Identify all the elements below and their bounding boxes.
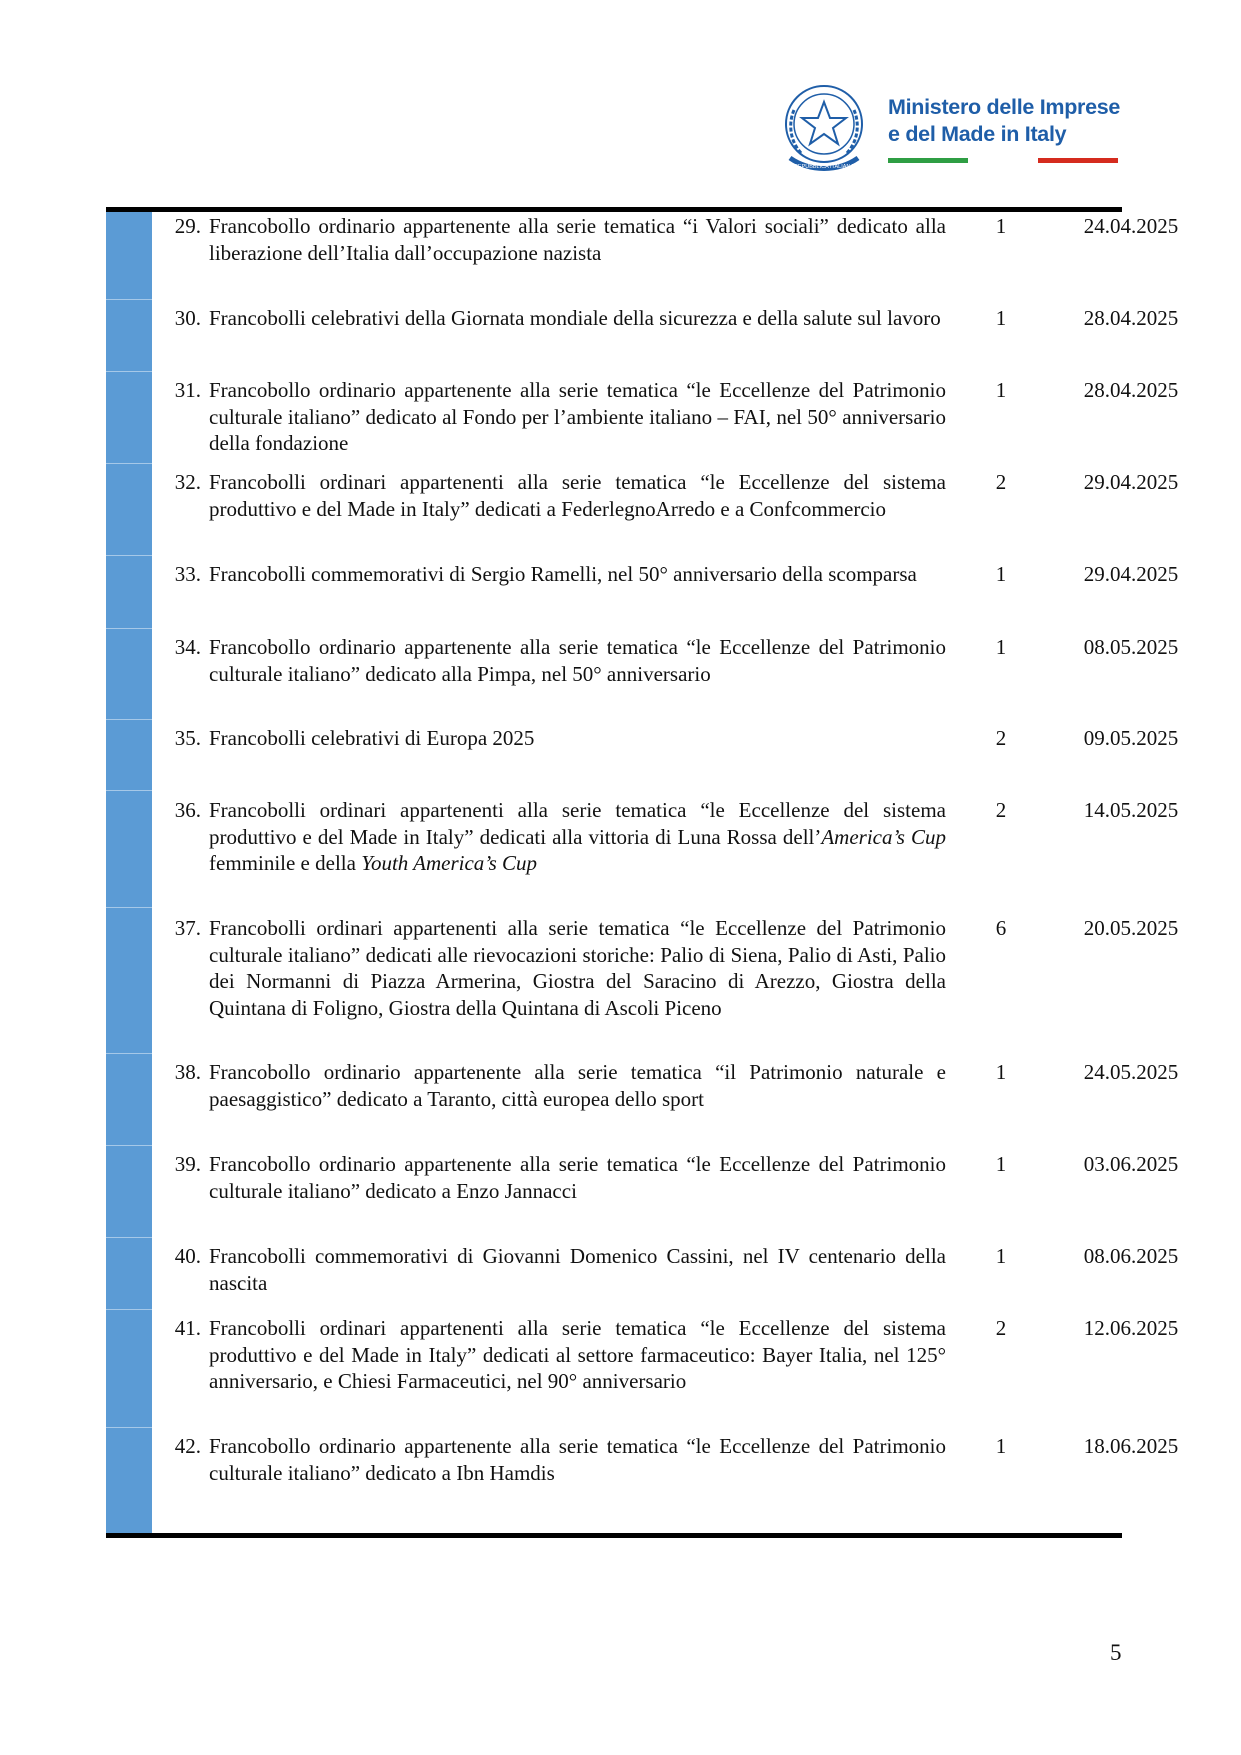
- row-description: Francobolli commemorativi di Giovanni Domenico Cassini, nel IV centenario della nascita: [209, 1244, 946, 1295]
- row-quantity: 2: [995, 798, 1007, 822]
- row-quantity: 1: [995, 214, 1007, 238]
- ministry-header: [780, 80, 1130, 170]
- flag-green-line: [888, 158, 968, 163]
- row-number: 29.: [174, 214, 201, 238]
- row-number: 39.: [174, 1152, 201, 1176]
- ministry-name: [888, 94, 1138, 148]
- row-quantity: 2: [995, 726, 1007, 750]
- row-date: 29.04.2025: [1083, 470, 1179, 494]
- row-description: Francobollo ordinario appartenente alla serie tematica “le Eccellenze del Patrimonio culturale italiano” dedicato al Fondo per l’ambiente italiano – FAI, nel 50° anniversario della fondazione: [209, 378, 946, 455]
- row-quantity: 1: [995, 378, 1007, 402]
- row-description: Francobollo ordinario appartenente alla serie tematica “i Valori sociali” dedicato alla liberazione dell’Italia dall’occupazione nazista: [209, 214, 946, 265]
- row-number: 30.: [174, 306, 201, 330]
- table-top-rule: [106, 207, 1122, 212]
- row-description: Francobollo ordinario appartenente alla serie tematica “il Patrimonio naturale e paesaggistico” dedicato a Taranto, città europea dello sport: [209, 1060, 946, 1111]
- row-number: 34.: [174, 635, 201, 659]
- row-date: 09.05.2025: [1083, 726, 1179, 750]
- row-description-italic: Youth America’s Cup: [361, 851, 538, 875]
- row-date: 28.04.2025: [1083, 378, 1179, 402]
- row-date: 24.05.2025: [1083, 1060, 1179, 1084]
- row-number: 38.: [174, 1060, 201, 1084]
- row-description: Francobolli ordinari appartenenti alla serie tematica “le Eccellenze del sistema produttivo e del Made in Italy” dedicati a FederlegnoArredo e a Confcommercio: [209, 470, 946, 521]
- row-date: 29.04.2025: [1083, 562, 1179, 586]
- row-description: Francobolli ordinari appartenenti alla serie tematica “le Eccellenze del sistema produttivo e del Made in Italy” dedicati al settore farmaceutico: Bayer Italia, nel 125° anniversario, e Chiesi Farmaceutici, nel 90° anniversario: [209, 1316, 946, 1393]
- row-description: Francobollo ordinario appartenente alla serie tematica “le Eccellenze del Patrimonio culturale italiano” dedicato a Enzo Jannacci: [209, 1152, 946, 1203]
- ministry-name-line2: e del Made in Italy: [888, 122, 1067, 146]
- row-quantity: 2: [995, 470, 1007, 494]
- row-number: 31.: [174, 378, 201, 402]
- row-date: 12.06.2025: [1083, 1316, 1179, 1340]
- row-number: 37.: [174, 916, 201, 940]
- row-quantity: 1: [995, 1152, 1007, 1176]
- row-description-text: Francobolli ordinari appartenenti alla serie tematica “le Eccellenze del sistema produttivo e del Made in Italy” dedicati alla vittoria di Luna Rossa dell’: [209, 798, 946, 849]
- row-date: 14.05.2025: [1083, 798, 1179, 822]
- row-description-text: femminile e della: [209, 851, 362, 875]
- italian-republic-emblem-icon: [780, 80, 868, 176]
- row-description: Francobollo ordinario appartenente alla serie tematica “le Eccellenze del Patrimonio culturale italiano” dedicato a Ibn Hamdis: [209, 1434, 946, 1485]
- row-description: Francobolli celebrativi della Giornata mondiale della sicurezza e della salute sul lavoro: [209, 306, 941, 330]
- row-quantity: 1: [995, 306, 1007, 330]
- row-quantity: 6: [995, 916, 1007, 940]
- row-number: 40.: [174, 1244, 201, 1268]
- row-description: Francobolli ordinari appartenenti alla serie tematica “le Eccellenze del Patrimonio culturale italiano” dedicati alle rievocazioni storiche: Palio di Siena, Palio di Asti, Palio dei Normanni di Piazza Armerina, Giostra del Saracino di Arezzo, Giostra della Quintana di Foligno, Giostra della Quintana di Ascoli Piceno: [209, 916, 946, 1020]
- row-date: 24.04.2025: [1083, 214, 1179, 238]
- row-date: 28.04.2025: [1083, 306, 1179, 330]
- row-description: Francobolli celebrativi di Europa 2025: [209, 726, 535, 750]
- row-quantity: 1: [995, 635, 1007, 659]
- row-description: Francobolli commemorativi di Sergio Ramelli, nel 50° anniversario della scomparsa: [209, 562, 917, 586]
- row-quantity: 1: [995, 1060, 1007, 1084]
- stamp-issues-table: [106, 207, 1179, 1538]
- table-bottom-rule: [106, 1533, 1122, 1538]
- row-quantity: 1: [995, 1434, 1007, 1458]
- row-number: 42.: [174, 1434, 201, 1458]
- row-date: 03.06.2025: [1083, 1152, 1179, 1176]
- flag-red-line: [1038, 158, 1118, 163]
- ministry-name-line1: Ministero delle Imprese: [888, 95, 1121, 119]
- row-number: 41.: [174, 1316, 201, 1340]
- row-quantity: 1: [995, 562, 1007, 586]
- row-date: 20.05.2025: [1083, 916, 1179, 940]
- row-description: [209, 797, 946, 877]
- page-number: 5: [1110, 1640, 1122, 1665]
- row-number: 33.: [174, 562, 201, 586]
- row-description-italic: America’s Cup: [821, 824, 946, 849]
- emblem-ribbon-text: REPUBBLICA ITALIANA: [793, 164, 855, 170]
- row-number: 36.: [174, 798, 201, 822]
- row-date: 08.05.2025: [1083, 635, 1179, 659]
- blue-side-bar: [106, 212, 152, 1533]
- row-quantity: 1: [995, 1244, 1007, 1268]
- row-quantity: 2: [995, 1316, 1007, 1340]
- row-number: 35.: [174, 726, 201, 750]
- row-number: 32.: [174, 470, 201, 494]
- row-date: 18.06.2025: [1083, 1434, 1179, 1458]
- row-description: Francobollo ordinario appartenente alla serie tematica “le Eccellenze del Patrimonio culturale italiano” dedicato alla Pimpa, nel 50° anniversario: [209, 635, 946, 686]
- row-date: 08.06.2025: [1083, 1244, 1179, 1268]
